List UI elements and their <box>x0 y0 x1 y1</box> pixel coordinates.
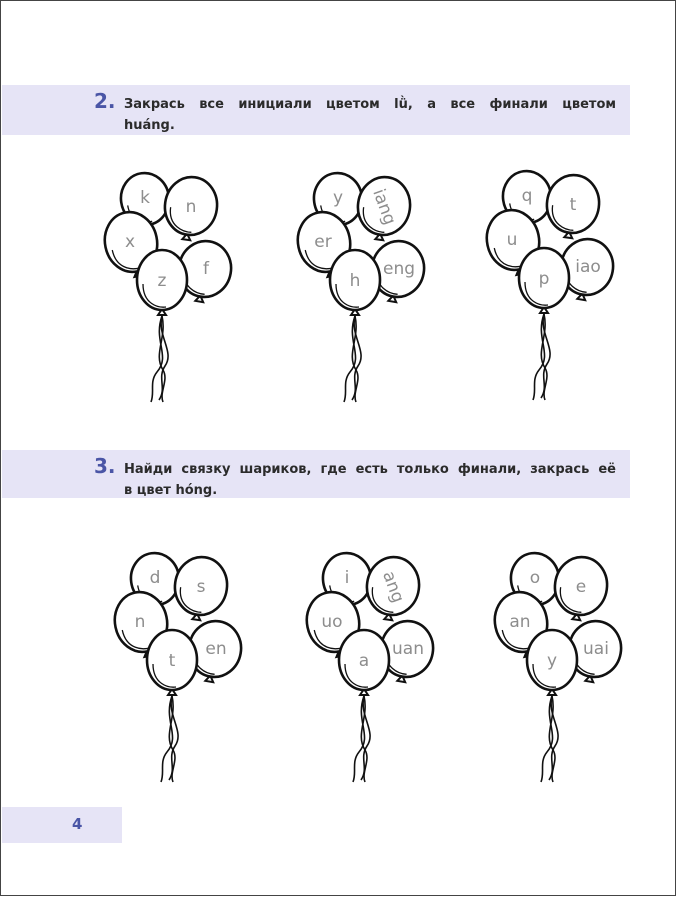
balloon-label: p <box>538 269 550 289</box>
balloon-label: y <box>546 651 558 671</box>
balloon-label: en <box>205 639 227 659</box>
balloon-label: u <box>506 230 518 250</box>
balloon-label: n <box>185 197 197 217</box>
balloon-bunch-drawing <box>103 546 253 786</box>
balloon-label: i <box>344 568 350 588</box>
balloon-label: h <box>349 271 361 291</box>
task-3-line-1: Найди связку шариков, где есть только финали, закрась её <box>124 462 616 477</box>
balloon-label: uo <box>321 612 343 632</box>
task-3-line-2: в цвет hóng. <box>124 483 218 498</box>
balloon-label: a <box>358 651 370 671</box>
balloon-label: o <box>529 568 541 588</box>
task-3-header <box>2 450 630 498</box>
balloon-label: y <box>332 188 344 208</box>
task-2-line-2: huáng. <box>124 118 175 133</box>
balloon-strings <box>353 696 370 782</box>
balloon-label: d <box>149 568 161 588</box>
balloon-strings <box>344 316 361 402</box>
task-2-bunch-3[interactable] <box>475 164 625 404</box>
balloon-label: iao <box>575 257 601 277</box>
task-2-instruction <box>124 94 616 136</box>
page-number-box <box>2 807 122 843</box>
balloon-label: x <box>124 232 136 252</box>
balloon-bunch-drawing <box>295 546 445 786</box>
balloon-label: n <box>134 612 146 632</box>
balloon-label: t <box>569 195 577 215</box>
task-3-bunch-1[interactable] <box>103 546 253 786</box>
balloon-label: s <box>196 577 206 597</box>
balloon-strings <box>541 696 558 782</box>
balloon-strings <box>161 696 178 782</box>
balloon-label: uan <box>392 639 424 659</box>
balloon-bunch-drawing <box>475 164 625 404</box>
balloon-label: er <box>314 232 332 252</box>
task-3-bunch-3[interactable] <box>483 546 633 786</box>
task-3-instruction <box>124 459 616 501</box>
balloon-label: an <box>509 612 531 632</box>
balloon-label: t <box>168 651 176 671</box>
task-2-line-1: Закрась все инициали цветом lǜ, а все финали цветом <box>124 97 616 112</box>
balloon-label: q <box>521 186 533 206</box>
balloon-bunch-drawing <box>93 166 243 406</box>
balloon-label: eng <box>382 259 416 279</box>
balloon-bunch-drawing <box>483 546 633 786</box>
balloon-label: k <box>140 188 150 208</box>
balloon-strings <box>151 316 168 402</box>
task-3-number: 3. <box>94 454 116 478</box>
task-3-bunch-2[interactable] <box>295 546 445 786</box>
balloon-label: f <box>203 259 209 279</box>
task-2-bunch-2[interactable] <box>286 166 436 406</box>
task-2-bunch-1[interactable] <box>93 166 243 406</box>
balloon-label: e <box>575 577 587 597</box>
balloon-bunch-drawing <box>286 166 436 406</box>
balloon-label: z <box>157 271 167 291</box>
balloon-label: uai <box>583 639 609 659</box>
task-2-number: 2. <box>94 89 116 113</box>
balloon-label: ang <box>378 568 408 606</box>
task-2-header <box>2 85 630 135</box>
page-number: 4 <box>72 815 83 833</box>
balloon-label: iang <box>368 186 400 228</box>
balloon-strings <box>533 314 550 400</box>
